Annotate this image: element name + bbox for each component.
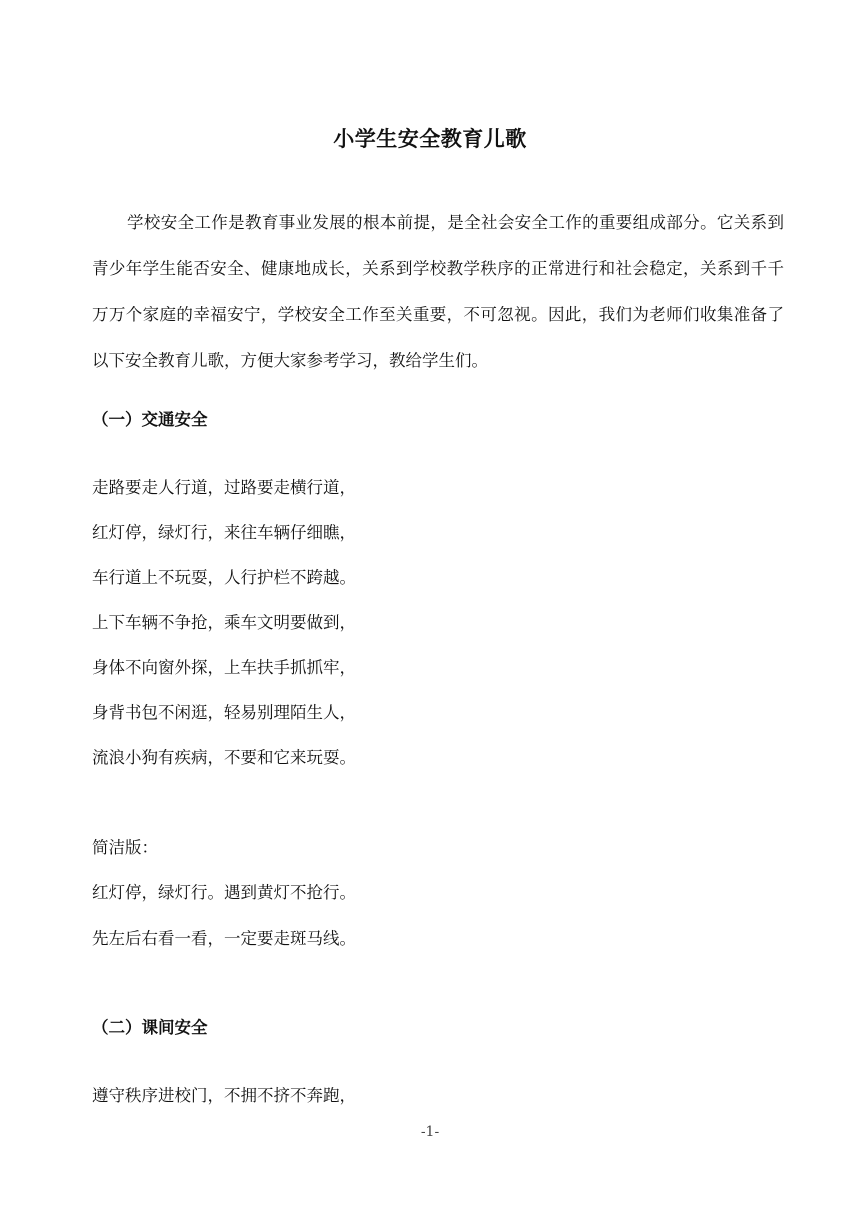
poem-line: 先左后右看一看，一定要走斑马线。 (92, 929, 356, 948)
poem-line: 流浪小狗有疾病，不要和它来玩耍。 (92, 748, 356, 767)
poem-line: 上下车辆不争抢，乘车文明要做到， (92, 613, 356, 632)
page-number: -1- (420, 1124, 440, 1140)
poem-line: 红灯停，绿灯行，来往车辆仔细瞧， (92, 523, 356, 542)
section-heading-recess: （二）课间安全 (92, 1018, 208, 1037)
poem-line: 车行道上不玩耍，人行护栏不跨越。 (92, 568, 356, 587)
intro-paragraph: 学校安全工作是教育事业发展的根本前提，是全社会安全工作的重要组成部分。它关系到青少年学生能否安全、健康地成长，关系到学校教学秩序的正常进行和社会稳定，关系到千千万万个家庭的幸福安宁，学校安全工作至关重要，不可忽视。因此，我们为老师们收集准备了以下安全教育儿歌，方便大家参考学习，教给学生们。 (92, 213, 784, 370)
poem-line: 走路要走人行道，过路要走横行道， (92, 478, 356, 497)
document-title: 小学生安全教育儿歌 (333, 127, 527, 151)
short-version-label: 简洁版： (92, 838, 158, 857)
section-heading-traffic: （一）交通安全 (92, 410, 208, 429)
poem-line: 遵守秩序进校门，不拥不挤不奔跑， (92, 1086, 356, 1105)
poem-line: 红灯停，绿灯行。遇到黄灯不抢行。 (92, 883, 356, 902)
poem-line: 身体不向窗外探，上车扶手抓抓牢， (92, 658, 356, 677)
poem-line: 身背书包不闲逛，轻易别理陌生人， (92, 703, 356, 722)
